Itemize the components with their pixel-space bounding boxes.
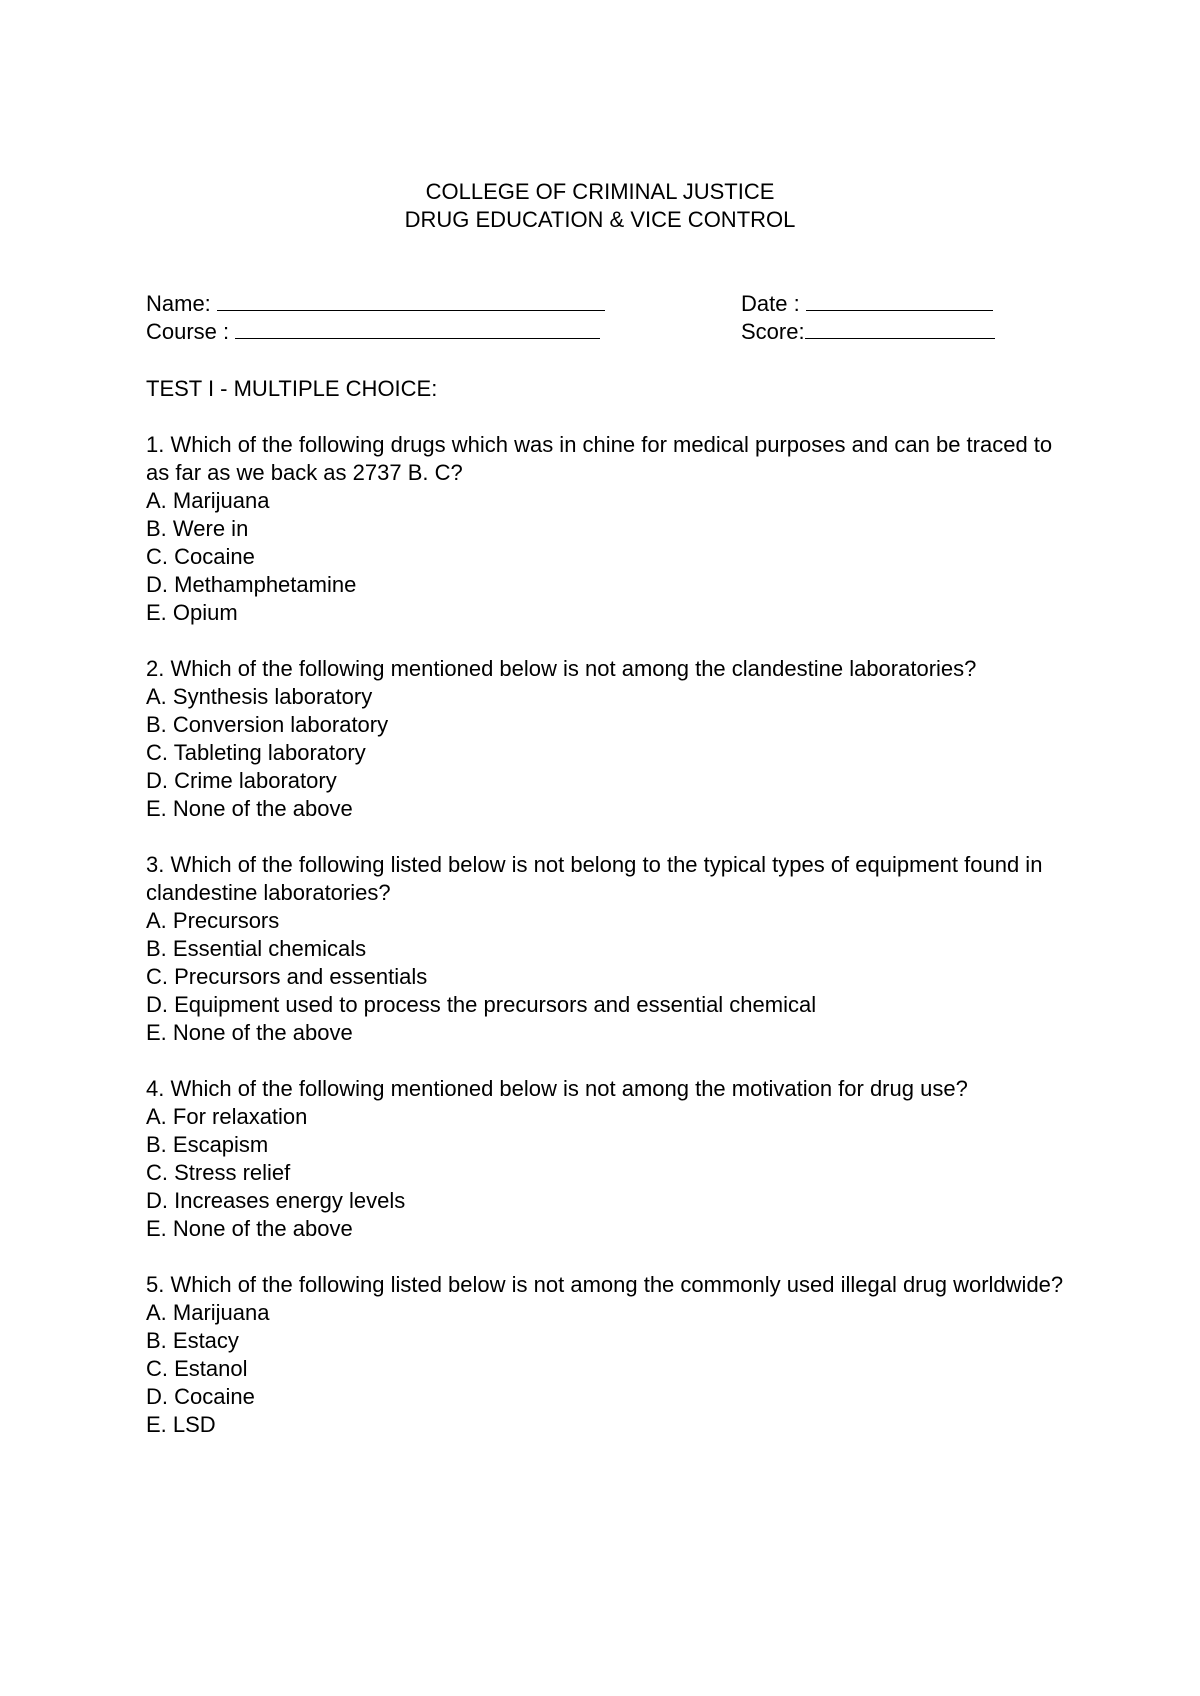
option-c: C. Precursors and essentials	[146, 964, 428, 989]
date-field	[741, 288, 993, 318]
question-3	[146, 851, 1076, 1047]
option-d: D. Equipment used to process the precursors and essential chemical	[146, 992, 817, 1017]
question-5	[146, 1271, 1076, 1439]
option-a: A. Synthesis laboratory	[146, 684, 373, 709]
question-text: 5. Which of the following listed below is not among the commonly used illegal drug worldwide?	[146, 1272, 1064, 1297]
course-field	[146, 316, 600, 346]
course-title: DRUG EDUCATION & VICE CONTROL	[404, 207, 796, 232]
option-b: B. Essential chemicals	[146, 936, 367, 961]
name-label: Name:	[146, 291, 211, 316]
option-e: E. None of the above	[146, 796, 353, 821]
name-blank-line	[217, 288, 605, 311]
question-text: 1. Which of the following drugs which was in chine for medical purposes and can be traced to as far as we back as 2737 B. C?	[146, 432, 1053, 485]
option-d: D. Increases energy levels	[146, 1188, 406, 1213]
option-b: B. Escapism	[146, 1132, 269, 1157]
option-e: E. Opium	[146, 600, 238, 625]
question-2	[146, 655, 1076, 823]
score-label: Score:	[741, 319, 805, 344]
option-a: A. For relaxation	[146, 1104, 308, 1129]
option-c: C. Estanol	[146, 1356, 248, 1381]
option-e: E. LSD	[146, 1412, 216, 1437]
date-blank-line	[806, 288, 993, 311]
college-title: COLLEGE OF CRIMINAL JUSTICE	[425, 179, 775, 204]
option-e: E. None of the above	[146, 1216, 353, 1241]
option-d: D. Methamphetamine	[146, 572, 357, 597]
option-b: B. Were in	[146, 516, 249, 541]
option-a: A. Marijuana	[146, 1300, 270, 1325]
document-header	[0, 178, 1200, 234]
score-blank-line	[805, 316, 995, 339]
question-4	[146, 1075, 1076, 1243]
question-text: 2. Which of the following mentioned below is not among the clandestine laboratories?	[146, 656, 977, 681]
test-title: TEST I - MULTIPLE CHOICE:	[146, 376, 438, 401]
question-1	[146, 431, 1076, 627]
option-e: E. None of the above	[146, 1020, 353, 1045]
option-d: D. Crime laboratory	[146, 768, 337, 793]
name-field	[146, 288, 605, 318]
option-a: A. Precursors	[146, 908, 280, 933]
option-c: C. Stress relief	[146, 1160, 291, 1185]
question-text: 3. Which of the following listed below is not belong to the typical types of equipment found in clandestine laboratories?	[146, 852, 1043, 905]
score-field	[741, 316, 995, 346]
course-label: Course :	[146, 319, 230, 344]
date-label: Date :	[741, 291, 800, 316]
option-d: D. Cocaine	[146, 1384, 255, 1409]
option-c: C. Tableting laboratory	[146, 740, 366, 765]
option-a: A. Marijuana	[146, 488, 270, 513]
option-b: B. Conversion laboratory	[146, 712, 389, 737]
course-blank-line	[235, 316, 600, 339]
question-text: 4. Which of the following mentioned below is not among the motivation for drug use?	[146, 1076, 968, 1101]
option-b: B. Estacy	[146, 1328, 239, 1353]
option-c: C. Cocaine	[146, 544, 255, 569]
question-list	[146, 431, 1076, 1467]
